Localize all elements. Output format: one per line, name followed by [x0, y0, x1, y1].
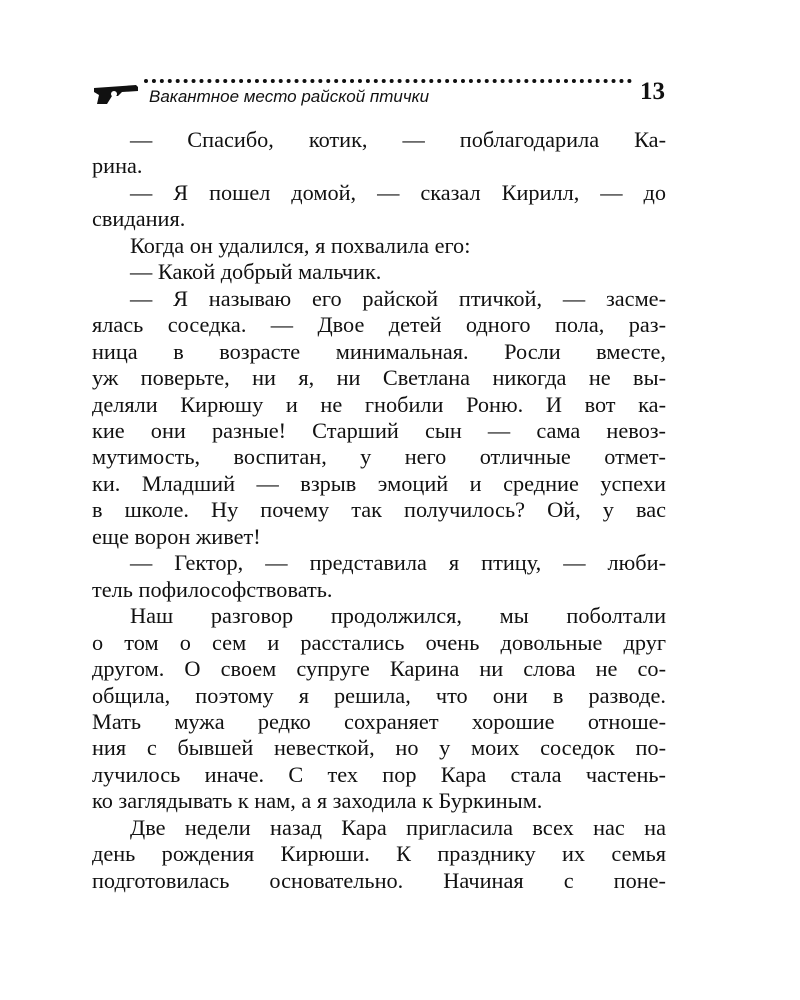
- text-line: Две недели назад Кара пригласила всех нас на: [130, 814, 666, 840]
- text-line-wrapper: [92, 577, 666, 603]
- text-line-wrapper: [92, 471, 666, 497]
- revolver-icon: [92, 78, 140, 104]
- text-line-wrapper: [92, 233, 666, 259]
- text-line: лучилось иначе. С тех пор Кара стала частень-: [92, 761, 666, 787]
- paragraph: [92, 180, 666, 233]
- text-line-wrapper: [92, 286, 666, 312]
- text-line: Мать мужа редко сохраняет хорошие отноше-: [92, 708, 666, 734]
- text-line-wrapper: [92, 259, 666, 285]
- text-line: мутимость, воспитан, у него отличные отмет-: [92, 444, 666, 470]
- text-line: Наш разговор продолжился, мы поболтали: [130, 603, 666, 629]
- text-line: — Гектор, — представила я птицу, — люби-: [130, 550, 666, 576]
- text-line: — Я называю его райской птичкой, — засме-: [130, 285, 666, 311]
- text-line: другом. О своем супруге Карина ни слова не со-: [92, 656, 666, 682]
- text-line: — Какой добрый мальчик.: [130, 259, 382, 285]
- text-line-wrapper: [92, 815, 666, 841]
- text-line-wrapper: [92, 392, 666, 418]
- text-line-wrapper: [92, 735, 666, 761]
- text-line: деляли Кирюшу и не гнобили Роню. И вот ка-: [92, 391, 666, 417]
- text-line-wrapper: [92, 312, 666, 338]
- text-line: рина.: [92, 153, 143, 179]
- text-line-wrapper: [92, 153, 666, 179]
- text-line: день рождения Кирюши. К празднику их семья: [92, 841, 666, 867]
- text-line: ния с бывшей невесткой, но у моих соседок по-: [92, 735, 666, 761]
- text-line-wrapper: [92, 444, 666, 470]
- paragraph: [92, 259, 666, 285]
- text-line: о том о сем и расстались очень довольные друг: [92, 629, 666, 655]
- text-line-wrapper: [92, 709, 666, 735]
- text-line: тель пофилософствовать.: [92, 576, 333, 602]
- paragraph: [92, 550, 666, 603]
- text-line-wrapper: [92, 788, 666, 814]
- text-line-wrapper: [92, 683, 666, 709]
- body-text: [92, 127, 666, 894]
- text-line: уж поверьте, ни я, ни Светлана никогда не вы-: [92, 365, 666, 391]
- text-line: ки. Младший — взрыв эмоций и средние успехи: [92, 470, 666, 496]
- paragraph: [92, 815, 666, 894]
- text-line-wrapper: [92, 630, 666, 656]
- text-line: ко заглядывать к нам, а я заходила к Буркиным.: [92, 788, 543, 814]
- page-header: [92, 70, 667, 116]
- text-line: кие они разные! Старший сын — сама невоз-: [92, 417, 666, 443]
- text-line: в школе. Ну почему так получилось? Ой, у вас: [92, 497, 666, 523]
- text-line-wrapper: [92, 524, 666, 550]
- text-line-wrapper: [92, 868, 666, 894]
- paragraph: [92, 286, 666, 551]
- text-line-wrapper: [92, 206, 666, 232]
- text-line-wrapper: [92, 550, 666, 576]
- paragraph: [92, 603, 666, 815]
- text-line-wrapper: [92, 497, 666, 523]
- text-line: — Я пошел домой, — сказал Кирилл, — до: [130, 179, 666, 205]
- text-line: Когда он удалился, я похвалила его:: [130, 232, 471, 258]
- paragraph: [92, 233, 666, 259]
- text-line: — Спасибо, котик, — поблагодарила Ка-: [130, 127, 666, 152]
- paragraph: [92, 127, 666, 180]
- running-title: Вакантное место райской птички: [149, 87, 430, 106]
- text-line-wrapper: [92, 603, 666, 629]
- text-line-wrapper: [92, 365, 666, 391]
- text-line-wrapper: [92, 762, 666, 788]
- text-line-wrapper: [92, 180, 666, 206]
- text-line: подготовилась основательно. Начиная с поне-: [92, 867, 666, 893]
- text-line: общила, поэтому я решила, что они в разводе.: [92, 682, 666, 708]
- text-line-wrapper: [92, 127, 666, 153]
- text-line-wrapper: [92, 418, 666, 444]
- page-number: 13: [640, 78, 665, 105]
- text-line-wrapper: [92, 339, 666, 365]
- text-line: ница в возрасте минимальная. Росли вместе,: [92, 338, 666, 364]
- text-line: ялась соседка. — Двое детей одного пола, раз-: [92, 312, 666, 338]
- text-line: еще ворон живет!: [92, 523, 261, 549]
- text-line: свидания.: [92, 206, 186, 232]
- text-line-wrapper: [92, 656, 666, 682]
- text-line-wrapper: [92, 841, 666, 867]
- header-dotted-rule: [144, 79, 632, 83]
